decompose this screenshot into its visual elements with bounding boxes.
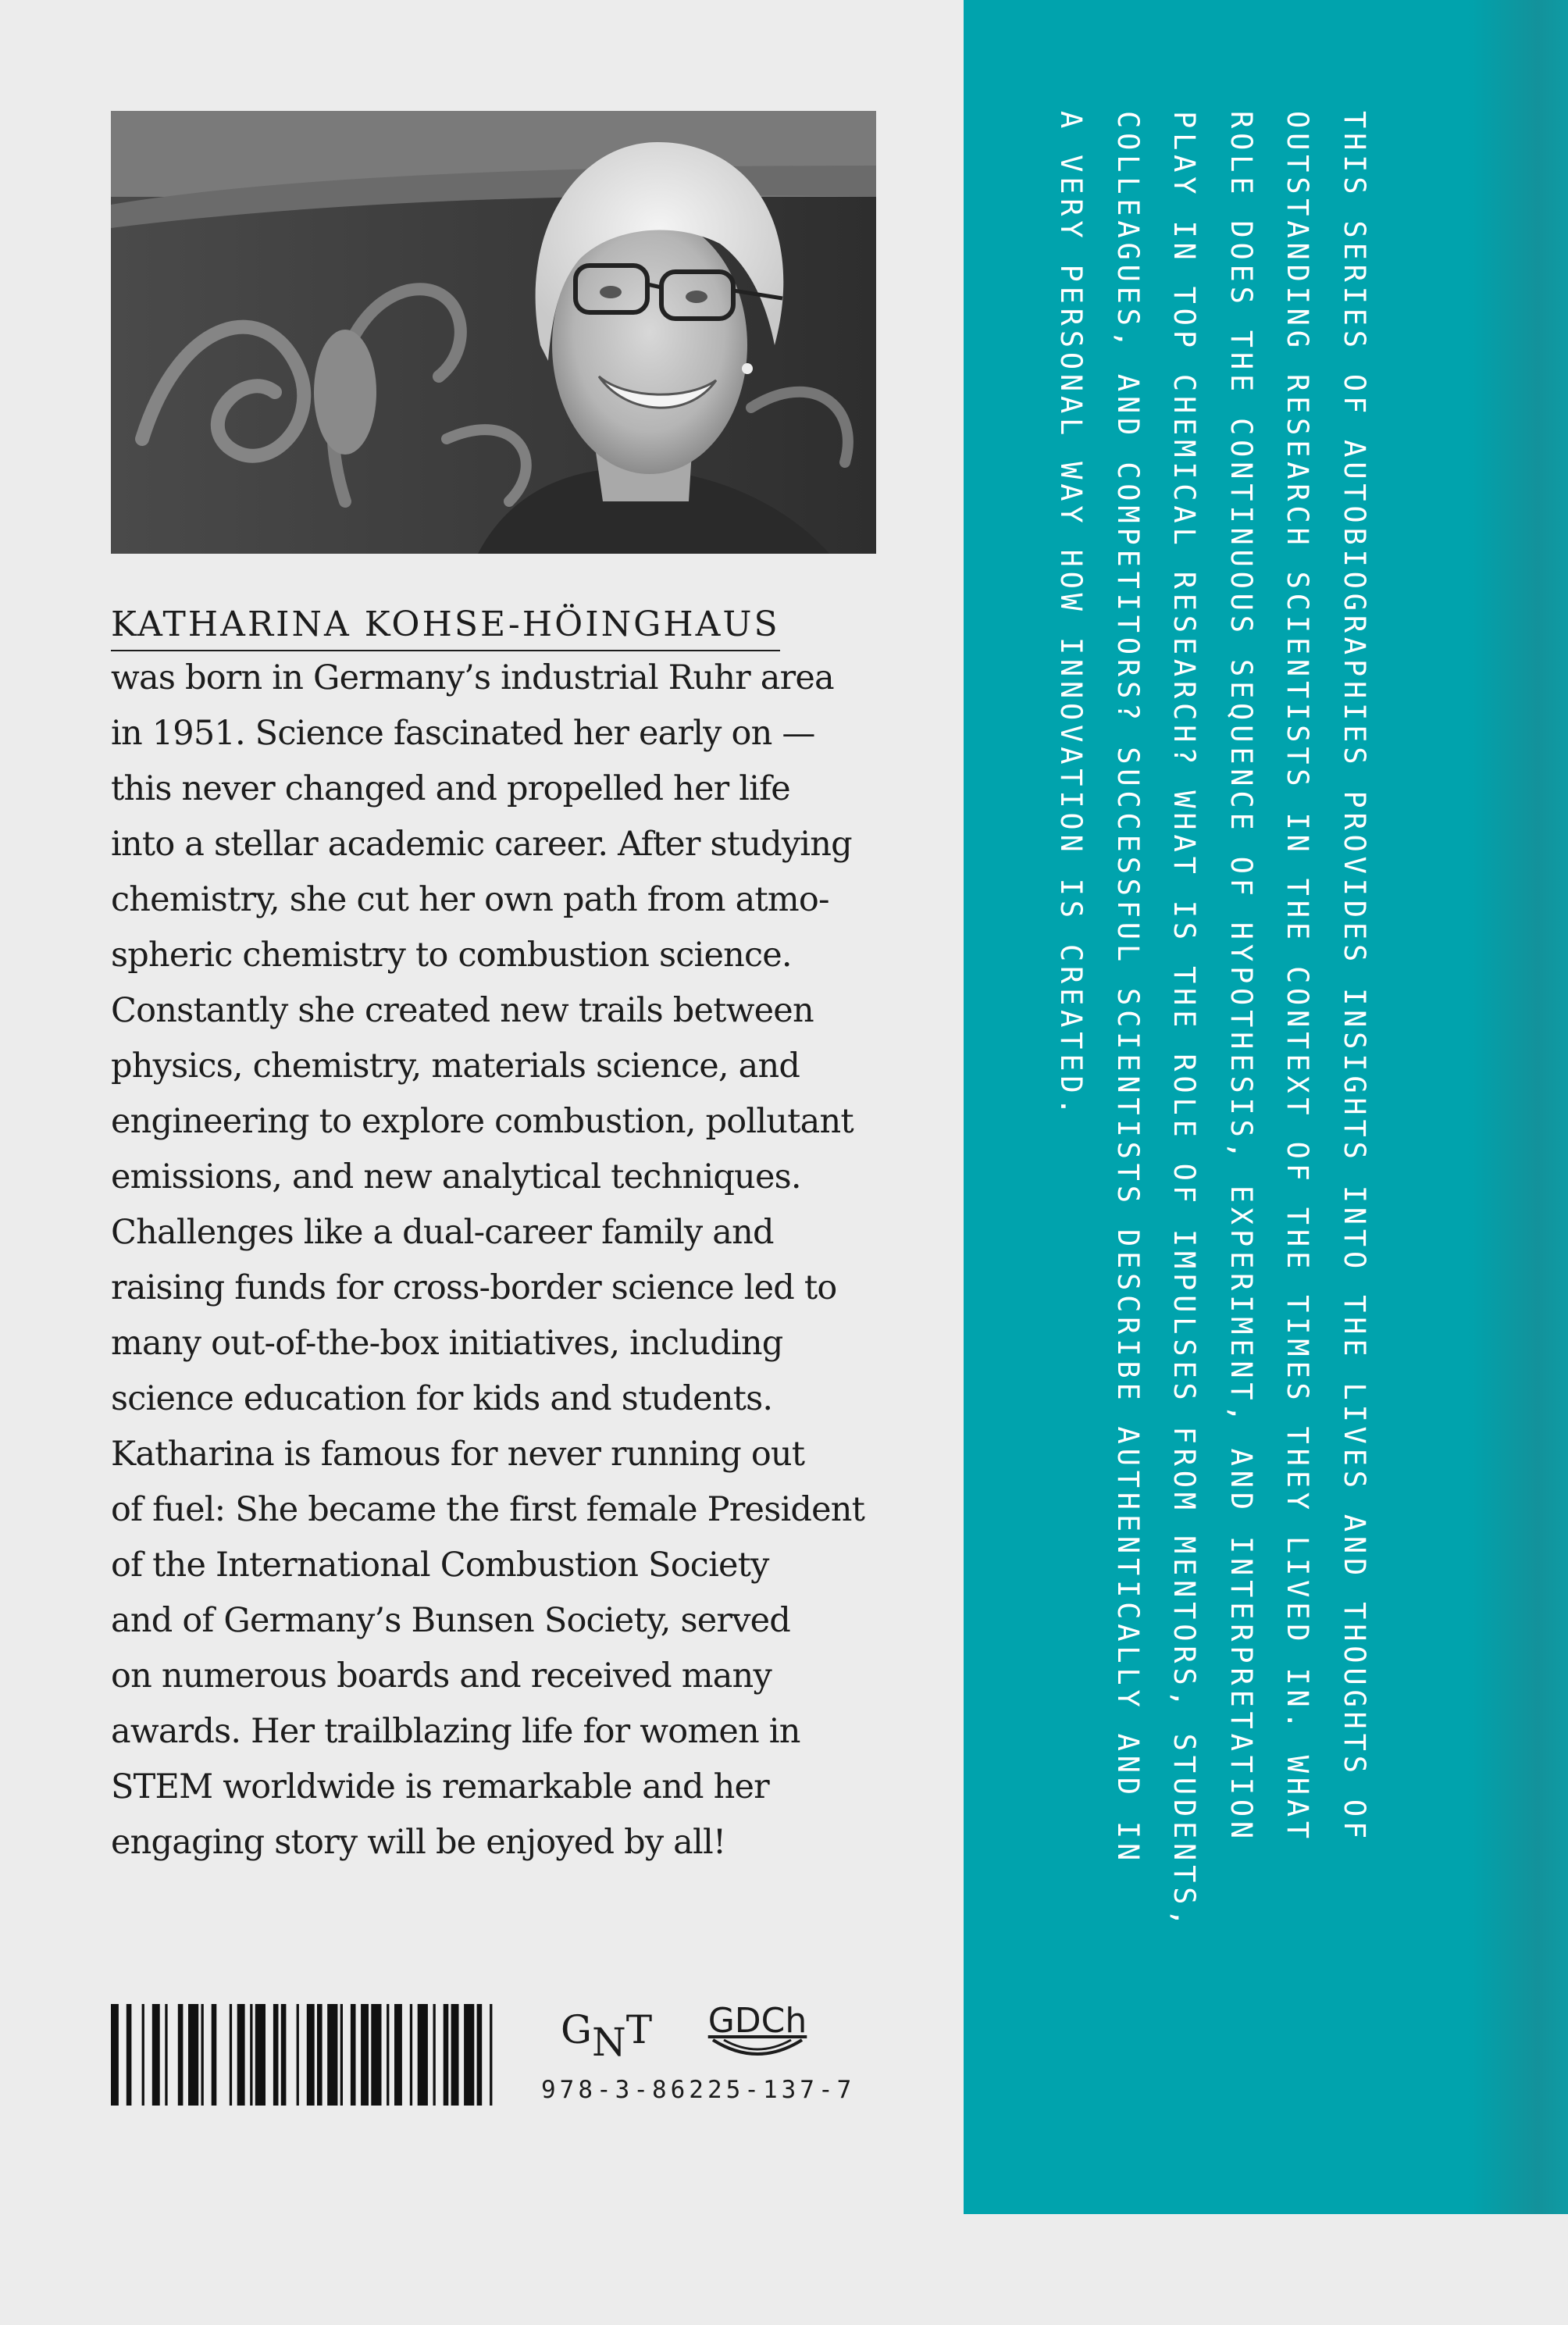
barcode-bar (477, 2004, 483, 2106)
barcode-bar (394, 2004, 402, 2106)
barcode-bar (281, 2004, 287, 2106)
barcode-bar (230, 2004, 232, 2106)
barcode-bar (273, 2004, 279, 2106)
series-line: A VERY PERSONAL WAY HOW INNOVATION IS CREATED. (1054, 111, 1089, 1120)
bio-line: raising funds for cross-border science led to (111, 1268, 837, 1307)
barcode-bar (317, 2004, 323, 2106)
barcode-bar (152, 2004, 160, 2106)
bio-line: Constantly she created new trails between (111, 991, 814, 1030)
barcode-bar (444, 2004, 449, 2106)
gnt-logo-t: T (625, 2007, 653, 2052)
series-line: PLAY IN TOP CHEMICAL RESEARCH? WHAT IS THE ROLE OF IMPULSES FROM MENTORS, STUDENTS, (1167, 111, 1202, 1931)
author-name: KATHARINA KOHSE-HÖINGHAUS (111, 601, 780, 651)
barcode-bar (178, 2004, 184, 2106)
barcode-bar (250, 2004, 252, 2106)
gdch-logo-text: GDCh (707, 2001, 807, 2041)
gnt-logo-n: N (591, 2020, 626, 2065)
bio-line: into a stellar academic career. After studying (111, 825, 852, 864)
barcode-bar (212, 2004, 217, 2106)
barcode-bar (307, 2004, 315, 2106)
bio-line: was born in Germany’s industrial Ruhr area (111, 658, 834, 697)
bio-line: of fuel: She became the first female President (111, 1490, 865, 1529)
series-line: COLLEAGUES, AND COMPETITORS? SUCCESSFUL SCIENTISTS DESCRIBE AUTHENTICALLY AND IN (1111, 111, 1145, 1866)
isbn-barcode (111, 2004, 497, 2106)
barcode-bar (361, 2004, 369, 2106)
bio-line: and of Germany’s Bunsen Society, served (111, 1601, 790, 1640)
isbn-number: 978-3-86225-137-7 (541, 2076, 856, 2104)
series-line: ROLE DOES THE CONTINUOUS SEQUENCE OF HYPOTHESIS, EXPERIMENT, AND INTERPRETATION (1224, 111, 1258, 1843)
bio-line: of the International Combustion Society (111, 1546, 769, 1585)
barcode-bar (490, 2004, 492, 2106)
barcode-bar (387, 2004, 389, 2106)
barcode-bar (188, 2004, 198, 2106)
bio-line: emissions, and new analytical techniques. (111, 1157, 801, 1196)
barcode-bar (351, 2004, 356, 2106)
barcode-bar (201, 2004, 204, 2106)
series-line: OUTSTANDING RESEARCH SCIENTISTS IN THE CONTEXT OF THE TIMES THEY LIVED IN. WHAT (1281, 111, 1315, 1843)
bio-line: awards. Her trailblazing life for women in (111, 1712, 800, 1751)
barcode-bar (410, 2004, 412, 2106)
bio-line: this never changed and propelled her life (111, 769, 790, 808)
barcode-bar (142, 2004, 144, 2106)
bio-line: chemistry, she cut her own path from atmo- (111, 880, 829, 919)
barcode-bar (255, 2004, 265, 2106)
bio-line: science education for kids and students. (111, 1379, 773, 1418)
barcode-bar (464, 2004, 474, 2106)
barcode-bar (327, 2004, 337, 2106)
bio-line: engaging story will be enjoyed by all! (111, 1823, 726, 1862)
bio-line: engineering to explore combustion, pollutant (111, 1102, 853, 1141)
barcode-bar (127, 2004, 132, 2106)
bio-line: in 1951. Science fascinated her early on — (111, 714, 815, 753)
bio-line: physics, chemistry, materials science, and (111, 1047, 800, 1086)
series-description (601, 111, 1382, 2325)
barcode-bar (111, 2004, 119, 2106)
bio-line: Challenges like a dual-career family and (111, 1213, 774, 1252)
barcode-bar (418, 2004, 428, 2106)
barcode-bar (165, 2004, 167, 2106)
bio-line: many out-of-the-box initiatives, including (111, 1324, 783, 1363)
barcode-bar (237, 2004, 245, 2106)
barcode-bar (340, 2004, 343, 2106)
barcode-bar (297, 2004, 299, 2106)
barcode-bar (371, 2004, 381, 2106)
bio-line: on numerous boards and received many (111, 1656, 772, 1696)
gnt-logo-g: G (561, 2007, 592, 2052)
bio-line: spheric chemistry to combustion science. (111, 936, 792, 975)
bio-line: STEM worldwide is remarkable and her (111, 1767, 769, 1806)
spine-fold (1468, 0, 1568, 2214)
series-line: THIS SERIES OF AUTOBIOGRAPHIES PROVIDES INSIGHTS INTO THE LIVES AND THOUGHTS OF (1338, 111, 1371, 1843)
barcode-bar (451, 2004, 459, 2106)
bio-line: Katharina is famous for never running out (111, 1435, 805, 1474)
barcode-bar (433, 2004, 436, 2106)
